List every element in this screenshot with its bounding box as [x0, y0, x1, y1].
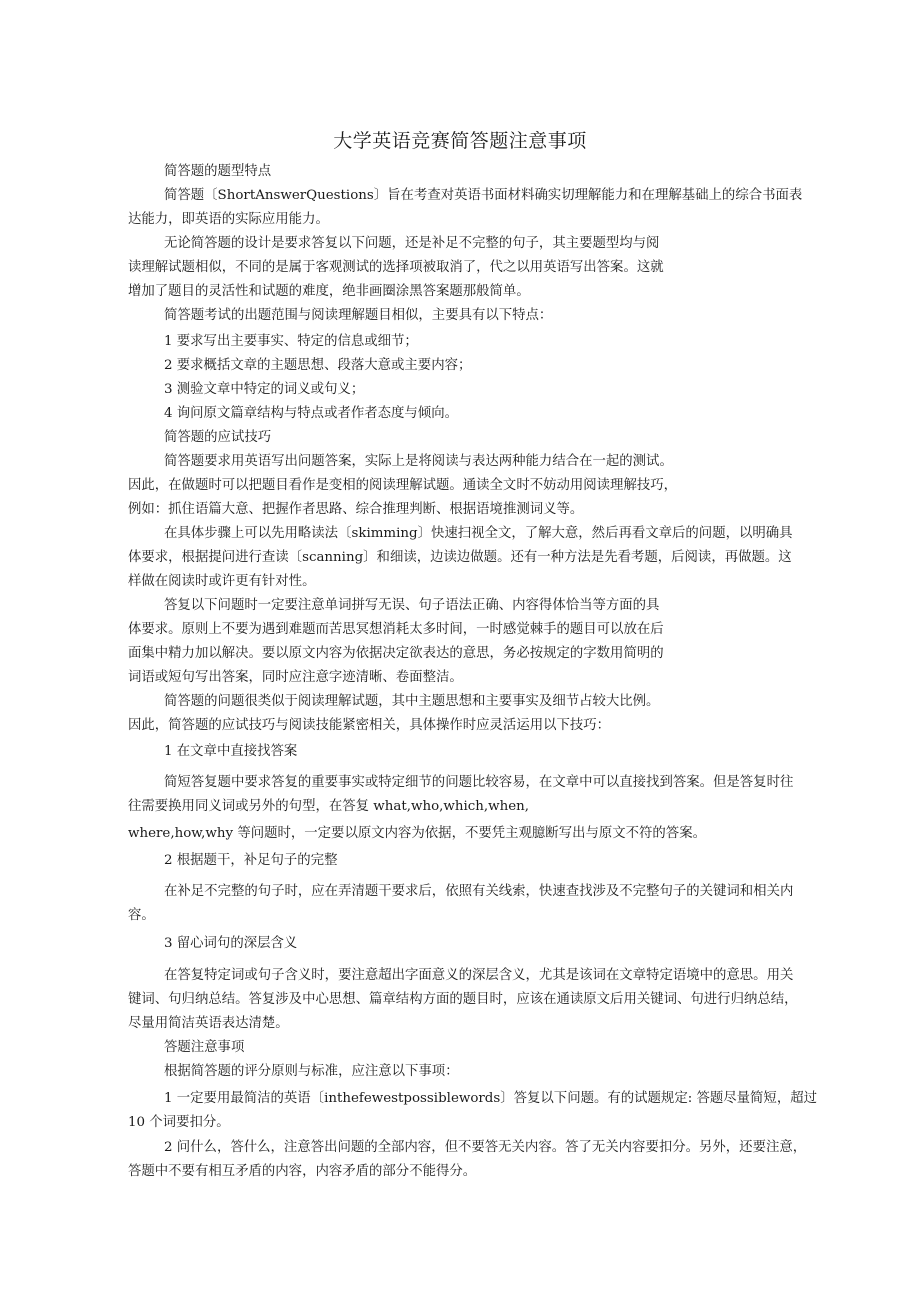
section-heading-techniques: 简答题的应试技巧 — [164, 430, 272, 445]
paragraph-line: 简答题考试的出题范围与阅读理解题目相似，主要具有以下特点： — [164, 308, 553, 323]
paragraph-line: where,how,why 等问题时，一定要以原文内容为依据，不要凭主观臆断写出与原文不符的答案。 — [128, 826, 706, 841]
list-item: 2 要求概括文章的主题思想、段落大意或主要内容； — [164, 358, 472, 373]
paragraph-line: 体要求，根据提问进行查读〔scanning〕和细读，边读边做题。还有一种方法是先看考题，后阅读，再做题。这 — [128, 550, 792, 565]
paragraph-line: 在补足不完整的句子时，应在弄清题干要求后，依照有关线索，快速查找涉及不完整句子的关键词和相关内 — [164, 884, 794, 899]
paragraph-line: 因此，简答题的应试技巧与阅读技能紧密相关，具体操作时应灵活运用以下技巧： — [128, 718, 611, 733]
paragraph-line: 键词、句归纳总结。答复涉及中心思想、篇章结构方面的题目时，应该在通读原文后用关键词、句进行归纳总结， — [128, 992, 798, 1007]
list-item: 1 要求写出主要事实、特定的信息或细节； — [164, 334, 418, 349]
note-item: 2 问什么，答什么，注意答出问题的全部内容，但不要答无关内容。答了无关内容要扣分。另外，还要注意， — [164, 1140, 807, 1155]
section-heading-features: 简答题的题型特点 — [164, 164, 272, 179]
list-item: 4 询问原文篇章结构与特点或者作者态度与倾向。 — [164, 406, 458, 421]
note-item: 1 一定要用最简洁的英语〔inthefewestpossiblewords〕答复以下问题。有的试题规定: 答题尽量简短，超过 — [164, 1091, 817, 1106]
document-title: 大学英语竞赛简答题注意事项 — [333, 130, 587, 152]
paragraph-line: 例如：抓住语篇大意、把握作者思路、综合推理判断、根据语境推测词义等。 — [128, 502, 584, 517]
paragraph-line: 简答题〔ShortAnswerQuestions〕旨在考查对英语书面材料确实切理解能力和在理解基础上的综合书面表 — [164, 188, 803, 203]
note-item-continuation: 答题中不要有相互矛盾的内容，内容矛盾的部分不能得分。 — [128, 1164, 477, 1179]
paragraph-line: 在答复特定词或句子含义时，要注意超出字面意义的深层含义，尤其是该词在文章特定语境中的意思。用关 — [164, 968, 794, 983]
paragraph-line: 根据简答题的评分原则与标准，应注意以下事项： — [164, 1064, 459, 1079]
paragraph-line: 增加了题目的灵活性和试题的难度，绝非画圈涂黑答案题那般简单。 — [128, 284, 530, 299]
paragraph-line: 体要求。原则上不要为遇到难题而苦思冥想消耗太多时间，一时感觉棘手的题目可以放在后 — [128, 622, 664, 637]
list-item: 3 测验文章中特定的词义或句义； — [164, 382, 365, 397]
paragraph-line: 在具体步骤上可以先用略读法〔skimming〕快速扫视全文，了解大意，然后再看文章后的问题，以明确具 — [164, 526, 793, 541]
section-heading-notes: 答题注意事项 — [164, 1040, 245, 1055]
paragraph-line: 往需要换用同义词或另外的句型，在答复 what,who,which,when, — [128, 799, 530, 814]
technique-heading-3: 3 留心词句的深层含义 — [164, 936, 298, 951]
note-item-continuation: 10 个词要扣分。 — [128, 1115, 230, 1130]
paragraph-line: 简答题要求用英语写出问题答案，实际上是将阅读与表达两种能力结合在一起的测试。 — [164, 454, 673, 469]
paragraph-line: 简答题的问题很类似于阅读理解试题，其中主题思想和主要事实及细节占较大比例。 — [164, 694, 660, 709]
paragraph-line: 达能力，即英语的实际应用能力。 — [128, 212, 329, 227]
technique-heading-2: 2 根据题干，补足句子的完整 — [164, 853, 338, 868]
paragraph-line: 读理解试题相似，不同的是属于客观测试的选择项被取消了，代之以用英语写出答案。这就 — [128, 260, 664, 275]
paragraph-line: 样做在阅读时或许更有针对性。 — [128, 574, 316, 589]
paragraph-line: 答复以下问题时一定要注意单词拼写无误、句子语法正确、内容得体恰当等方面的具 — [164, 598, 660, 613]
paragraph-line: 容。 — [128, 908, 155, 923]
paragraph-line: 因此，在做题时可以把题目看作是变相的阅读理解试题。通读全文时不妨动用阅读理解技巧， — [128, 478, 678, 493]
paragraph-line: 词语或短句写出答案，同时应注意字迹清晰、卷面整洁。 — [128, 670, 463, 685]
paragraph-line: 尽量用简洁英语表达清楚。 — [128, 1016, 289, 1031]
technique-heading-1: 1 在文章中直接找答案 — [164, 744, 298, 759]
paragraph-line: 简短答复题中要求答复的重要事实或特定细节的问题比较容易，在文章中可以直接找到答案。但是答复时往 — [164, 775, 794, 790]
paragraph-line: 面集中精力加以解决。要以原文内容为依据决定欲表达的意思，务必按规定的字数用简明的 — [128, 646, 664, 661]
paragraph-line: 无论简答题的设计是要求答复以下问题，还是补足不完整的句子，其主要题型均与阅 — [164, 236, 660, 251]
